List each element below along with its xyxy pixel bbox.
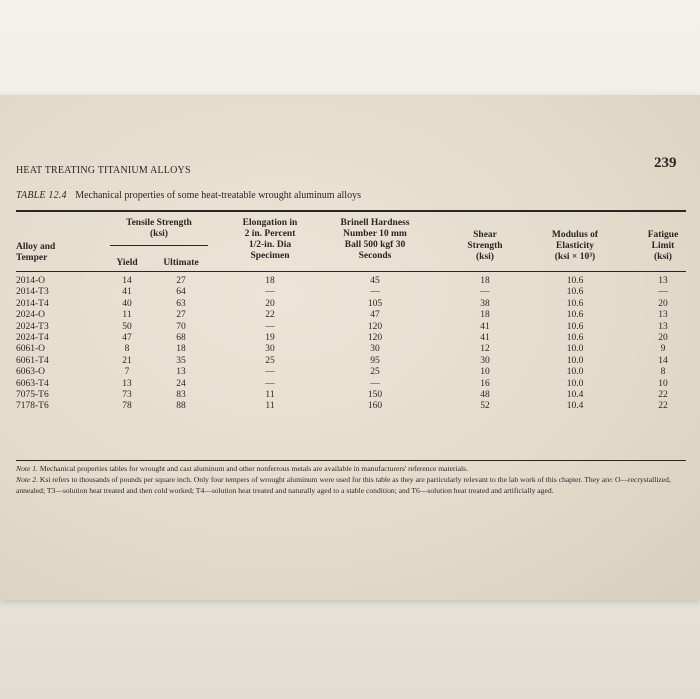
table-cell-modulus: 10.0 [566,378,584,389]
table-cell-fatigue: 10 [658,378,668,389]
table-cell-elongation: 20 [265,298,275,309]
note-2-text: Ksi refers to thousands of pounds per square inch. Only four tempers of wrought aluminum were used for this table as they are particularly relevant to the lab work of this chapter. They are: O—recrystallized, annealed; T3—solution heat treated and then cold worked; T4—solution heat treated and naturally aged to a stable condition; and T6—solution heat treated and artificially aged. [16,475,671,495]
table-cell-elongation: 25 [265,355,275,366]
table-cell-yield: 47 [122,332,132,343]
table-cell-modulus: 10.6 [566,321,584,332]
column-modulus [535,276,615,413]
column-yield [112,276,142,413]
header-ultimate: Ultimate [163,258,199,268]
table-cell-fatigue: 20 [658,298,668,309]
table-cell-ultimate: 35 [176,355,186,366]
table-cell-alloy: 7075-T6 [16,389,49,400]
table-cell-modulus: 10.4 [566,389,584,400]
table-cell-alloy: 2024-T4 [16,332,49,343]
table-cell-elongation: — [265,378,275,389]
table-cell-fatigue: 22 [658,401,668,412]
table-cell-ultimate: 83 [176,389,186,400]
table-cell-elongation: 11 [265,401,275,412]
table-cell-ultimate: 27 [176,310,186,321]
table-cell-brinell: 120 [367,332,383,343]
table-cell-fatigue: 22 [658,389,668,400]
table-cell-modulus: 10.0 [566,367,584,378]
table-cell-shear: 18 [480,276,490,286]
table-cell-brinell: 95 [370,355,380,366]
table-cell-shear: 10 [480,367,490,378]
table-cell-shear: 18 [480,310,490,321]
table-title: Mechanical properties of some heat-treatable wrought aluminum alloys [75,190,361,201]
table-cell-shear: 16 [480,378,490,389]
table-cell-fatigue: 14 [658,355,668,366]
table-cell-brinell: 47 [370,310,380,321]
table-cell-modulus: 10.0 [566,355,584,366]
column-alloy [16,276,49,413]
table-cell-fatigue: — [658,287,668,298]
table-cell-ultimate: 63 [176,298,186,309]
table-cell-modulus: 10.0 [566,344,584,355]
book-page [0,95,700,600]
table-cell-alloy: 2024-T3 [16,321,49,332]
table-cell-elongation: — [265,321,275,332]
table-cell-yield: 14 [122,276,132,286]
table-cell-ultimate: 13 [176,367,186,378]
table-cell-elongation: 22 [265,310,275,321]
header-shear-strength: Shear Strength (ksi) [467,230,503,262]
table-cell-yield: 11 [122,310,132,321]
header-fatigue-limit: Fatigue Limit (ksi) [647,230,679,262]
table-cell-shear: 12 [480,344,490,355]
table-cell-alloy: 6061-T4 [16,355,49,366]
header-elongation: Elongation in 2 in. Percent 1/2-in. Dia Specimen [242,218,298,261]
table-cell-yield: 13 [122,378,132,389]
table-cell-ultimate: 64 [176,287,186,298]
table-cell-brinell: 105 [367,298,383,309]
table-cell-yield: 21 [122,355,132,366]
note-2 [16,474,686,496]
table-cell-shear: 30 [480,355,490,366]
table-cell-yield: 50 [122,321,132,332]
header-tensile-strength: Tensile Strength (ksi) [126,218,192,239]
note-1-text: Mechanical properties tables for wrought and cast aluminum and other nonferrous metals are available in manufacturers' reference materials. [39,464,468,473]
table-cell-elongation: 30 [265,344,275,355]
table-cell-modulus: 10.6 [566,298,584,309]
table-cell-ultimate: 24 [176,378,186,389]
table-cell-fatigue: 8 [660,367,666,378]
table-cell-yield: 8 [124,344,130,355]
table-cell-yield: 41 [122,287,132,298]
column-brinell [325,276,425,413]
table-cell-shear: 48 [480,389,490,400]
table-cell-modulus: 10.6 [566,310,584,321]
table-header-rule [16,271,686,272]
table-cell-fatigue: 20 [658,332,668,343]
table-cell-brinell: 120 [367,321,383,332]
table-cell-fatigue: 13 [658,321,668,332]
table-cell-alloy: 2014-O [16,276,46,286]
note-1-label: Note 1. [16,464,38,473]
table-label: TABLE 12.4 [16,190,67,201]
note-2-label: Note 2. [16,475,38,484]
header-alloy-temper: Alloy and Temper [16,242,56,263]
tensile-group-rule [110,245,208,246]
table-cell-elongation: 18 [265,276,275,286]
table-cell-brinell: 30 [370,344,380,355]
table-cell-brinell: 150 [367,389,383,400]
table-caption [16,190,361,201]
table-cell-ultimate: 68 [176,332,186,343]
table-cell-shear: 52 [480,401,490,412]
table-cell-elongation: — [265,287,275,298]
running-head: HEAT TREATING TITANIUM ALLOYS [16,165,191,176]
table-cell-ultimate: 27 [176,276,186,286]
column-shear [455,276,515,413]
table-cell-modulus: 10.6 [566,287,584,298]
table-cell-brinell: — [370,287,380,298]
table-top-rule [16,210,686,212]
table-cell-fatigue: 13 [658,276,668,286]
table-cell-modulus: 10.6 [566,332,584,343]
table-cell-alloy: 2024-O [16,310,46,321]
table-cell-ultimate: 88 [176,401,186,412]
column-ultimate [155,276,207,413]
header-yield: Yield [116,258,138,268]
table-cell-brinell: 160 [367,401,383,412]
table-cell-elongation: — [265,367,275,378]
table-cell-ultimate: 70 [176,321,186,332]
header-modulus-elasticity: Modulus of Elasticity (ksi × 10³) [551,230,599,262]
table-cell-fatigue: 13 [658,310,668,321]
table-cell-alloy: 6063-O [16,367,46,378]
table-cell-modulus: 10.4 [566,401,584,412]
table-cell-brinell: 45 [370,276,380,286]
table-cell-shear: — [480,287,490,298]
table-cell-modulus: 10.6 [566,276,584,286]
table-cell-alloy: 7178-T6 [16,401,49,412]
column-fatigue [640,276,686,413]
table-cell-alloy: 6061-O [16,344,46,355]
table-cell-yield: 40 [122,298,132,309]
table-cell-alloy: 2014-T3 [16,287,49,298]
table-cell-shear: 41 [480,321,490,332]
table-bottom-rule [16,460,686,461]
table-cell-brinell: 25 [370,367,380,378]
page-number: 239 [654,155,677,171]
table-cell-shear: 41 [480,332,490,343]
table-cell-yield: 78 [122,401,132,412]
table-cell-yield: 73 [122,389,132,400]
table-cell-shear: 38 [480,298,490,309]
note-1 [16,463,686,474]
table-cell-yield: 7 [124,367,130,378]
table-cell-elongation: 19 [265,332,275,343]
table-cell-fatigue: 9 [660,344,666,355]
header-brinell-hardness: Brinell Hardness Number 10 mm Ball 500 kgf 30 Seconds [340,218,410,261]
table-cell-alloy: 6063-T4 [16,378,49,389]
table-cell-alloy: 2014-T4 [16,298,49,309]
table-notes [16,463,686,496]
table-cell-ultimate: 18 [176,344,186,355]
table-cell-brinell: — [370,378,380,389]
column-elongation [230,276,310,413]
table-cell-elongation: 11 [265,389,275,400]
